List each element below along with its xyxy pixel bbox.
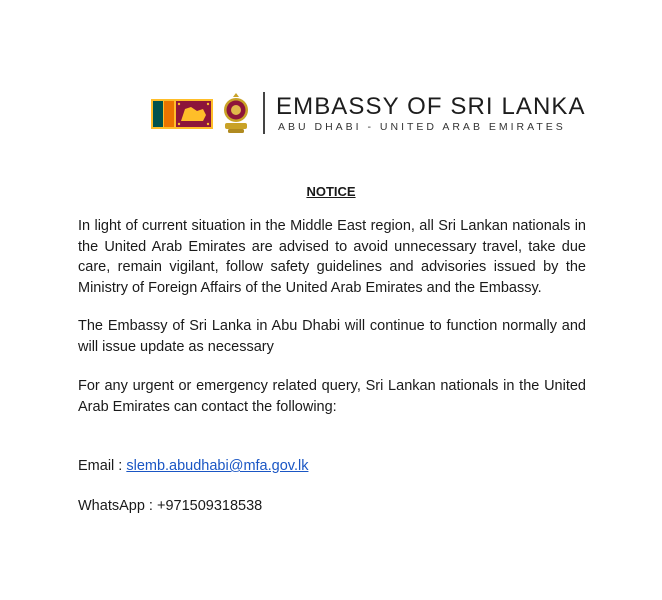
notice-title: NOTICE [306,184,356,199]
header-divider [263,92,265,134]
org-name: EMBASSY OF SRI LANKA [276,93,586,120]
sri-lanka-emblem-icon [221,92,251,134]
whatsapp-number: +971509318538 [156,498,263,514]
email-link[interactable]: slemb.abudhabi@mfa.gov.lk [126,458,309,474]
letterhead [151,90,586,136]
email-line [78,458,308,474]
email-label: Email : [78,458,127,474]
org-subtitle: ABU DHABI - UNITED ARAB EMIRATES [278,121,566,133]
notice-paragraph-1: In light of current situation in the Middle East region, all Sri Lankan nationals in the United Arab Emirates are advised to avoid unnecessary travel, take due care, remain vigilant, follow safety guidelines and advisories issued by the Ministry of Foreign Affairs of the United Arab Emirates and the Embassy. [78,218,586,296]
sri-lanka-flag-icon [151,99,213,129]
notice-paragraph-2: The Embassy of Sri Lanka in Abu Dhabi will continue to function normally and will issue update as necessary [78,318,586,355]
whatsapp-label: WhatsApp : [78,498,157,514]
whatsapp-line [78,498,262,514]
notice-paragraph-3: For any urgent or emergency related query, Sri Lankan nationals in the United Arab Emirates can contact the following: [78,378,586,415]
